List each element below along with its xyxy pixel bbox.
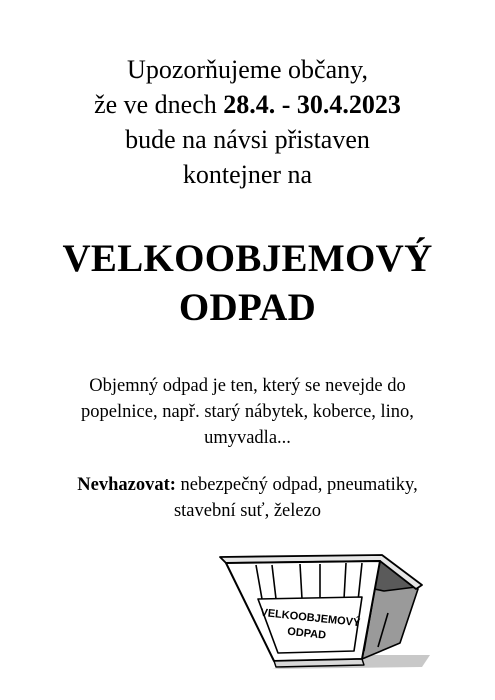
- description-line-3: umyvadla...: [204, 428, 291, 448]
- notice-line-4: kontejner na: [182, 160, 313, 189]
- container-label-line-1: VELKOOBJEMOVÝ: [259, 606, 361, 630]
- headline-line-1: VELKOOBJEMOVÝ: [62, 237, 433, 280]
- restriction-line-1: [40, 472, 455, 498]
- notice-line-3: bude na návsi přistaven: [125, 125, 370, 154]
- restriction-label: Nevhazovat:: [77, 475, 176, 495]
- restriction-line-1-rest: nebezpečný odpad, pneumatiky,: [175, 475, 418, 495]
- notice-line-2-prefix: že ve dnech: [94, 90, 224, 119]
- headline: [0, 234, 495, 332]
- description-line-2: popelnice, např. starý nábytek, koberce, lino,: [81, 402, 414, 422]
- headline-line-2: ODPAD: [178, 286, 317, 329]
- restriction-line-2: stavební suť, železo: [173, 501, 322, 521]
- description-line-1: Objemný odpad je ten, který se nevejde do: [89, 376, 406, 396]
- notice-line-1: Upozorňujeme občany,: [127, 55, 368, 84]
- container-label-line-2: ODPAD: [286, 625, 327, 642]
- waste-container-icon: [212, 543, 434, 675]
- date-range: 28.4. - 30.4.2023: [223, 90, 401, 119]
- restriction-note: [40, 472, 455, 524]
- description: [40, 373, 455, 451]
- notice-line-2: [0, 87, 495, 122]
- notice-intro: [0, 52, 495, 192]
